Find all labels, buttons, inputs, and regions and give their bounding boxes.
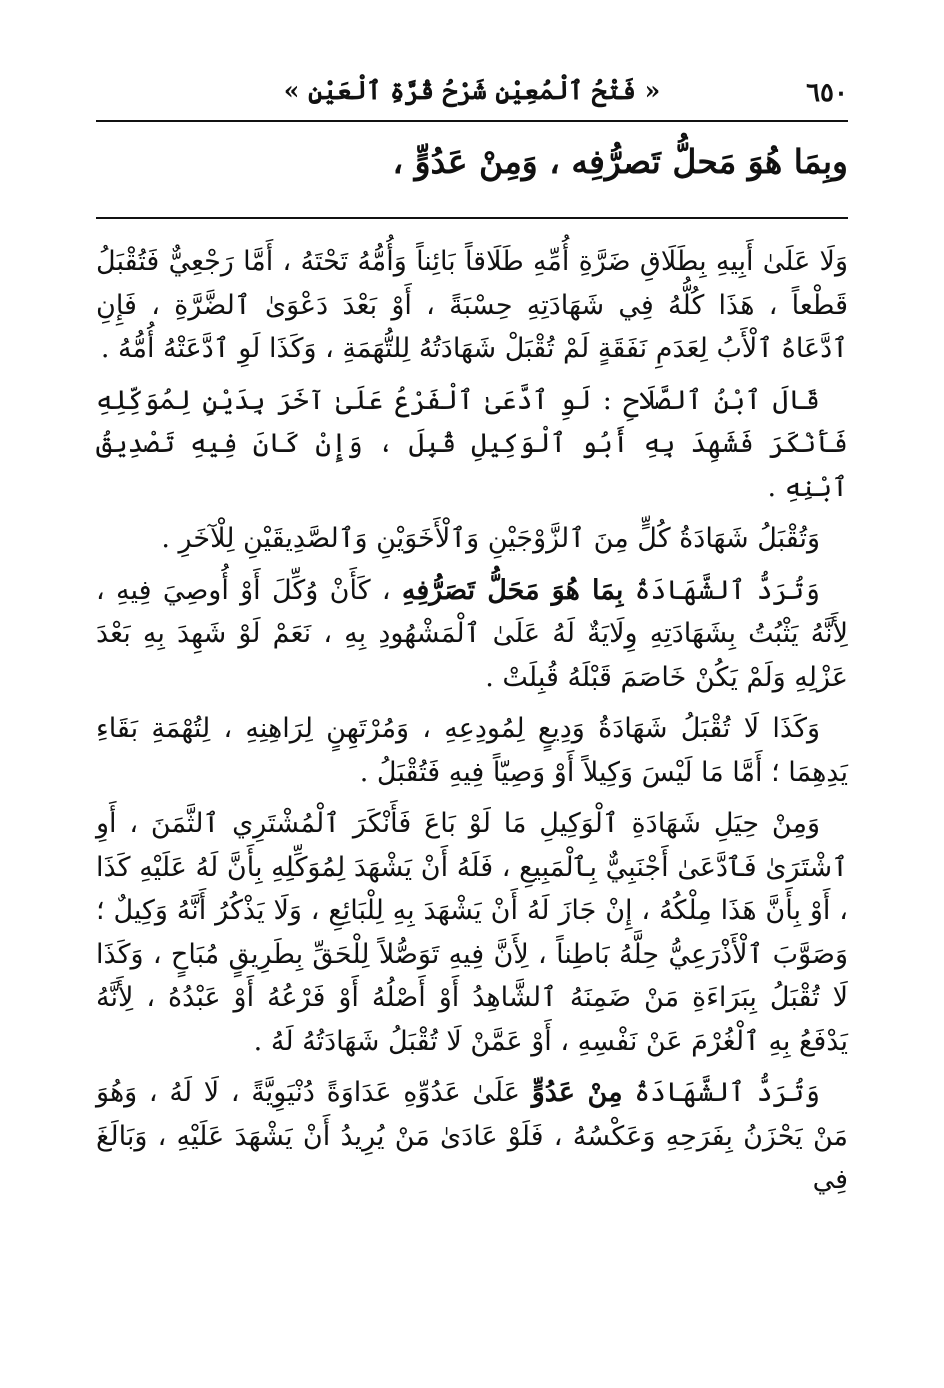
paragraph: [96, 802, 848, 1063]
book-title: « فَتْحُ ٱلْمُعِيْنِ شَرْحُ قُرَّةِ ٱلْعَيْنِ »: [283, 76, 661, 105]
paragraph-text: ، كَأَنْ وُكِّلَ أَوْ أُوصِيَ فِيهِ ، لِأَنَّهُ يَثْبُتُ بِشَهَادَتِهِ وِلَايَةٌ لَهُ عَلَىٰ ٱلْمَشْهُودِ بِهِ ، نَعَمْ لَوْ شَهِدَ بِهِ بَعْدَ عَزْلِهِ وَلَمْ يَكُنْ خَاصَمَ قَبْلَهُ قُبِلَتْ .: [96, 574, 848, 693]
paragraph: [96, 707, 848, 794]
paragraph: [96, 569, 848, 700]
page-number: ٦٥٠: [806, 78, 848, 108]
running-header: [96, 60, 848, 122]
matn-quote: بِمَا هُوَ مَحَلُّ تَصَرُّفِهِ: [401, 574, 624, 606]
matn-text: وبِمَا هُوَ مَحلُّ تَصرُّفِه ، وَمِنْ عَدُوٍّ ،: [392, 142, 848, 181]
paragraph: [96, 379, 848, 510]
paragraph: [96, 240, 848, 371]
paragraph-text: وَتُرَدُّ ٱلشَّهَادَةُ: [622, 1077, 820, 1108]
paragraph-text: وَلَا عَلَىٰ أَبِيهِ بِطَلَاقِ ضَرَّةِ أُمِّهِ طَلَاقاً بَائِناً وَأُمُّهُ تَحْتَهُ ، أَمَّا رَجْعِيٌّ فَتُقْبَلُ قَطْعاً ، هَذَا كُلُّهُ فِي شَهَادَتِهِ حِسْبَةً ، أَوْ بَعْدَ دَعْوَىٰ ٱلضَّرَّةِ ، فَإِنِ ٱدَّعَاهُ ٱلْأَبُ لِعَدَمِ نَفَقَةٍ لَمْ تُقْبَلْ شَهَادَتُهُ لِلتُّهَمَةِ ، وَكَذَا لَوِ ٱدَّعَتْهُ أُمُّهُ .: [96, 246, 848, 364]
matn-quote: مِنْ عَدُوٍّ: [531, 1077, 623, 1108]
separator-rule: [96, 217, 848, 219]
paragraph-text: عَلَىٰ عَدُوِّهِ عَدَاوَةً دُنْيَوِيَّةً ، لَا لَهُ ، وَهُوَ مَنْ يَحْزَنُ بِفَرَحِهِ وَعَكْسُهُ ، فَلَوْ عَادَىٰ مَنْ يُرِيدُ أَنْ يَشْهَدَ عَلَيْهِ ، وَبَالَغَ فِي: [96, 1077, 848, 1195]
paragraph: [96, 517, 848, 561]
paragraph-text: وَكَذَا لَا تُقْبَلُ شَهَادَةُ وَدِيعٍ لِمُودِعِهِ ، وَمُرْتَهِنٍ لِرَاهِنِهِ ، لِتُهْمَةِ بَقَاءِ يَدِهِمَا ؛ أَمَّا مَا لَيْسَ وَكِيلاً أَوْ وَصِيّاً فِيهِ فَتُقْبَلُ .: [96, 713, 848, 788]
paragraph: [96, 1071, 848, 1202]
commentary-body: [96, 240, 848, 1210]
paragraph-text: وَتُرَدُّ ٱلشَّهَادَةُ: [623, 574, 820, 606]
paragraph-text: قَالَ ٱبْنُ ٱلصَّلَاحِ : لَوِ ٱدَّعَىٰ ٱلْفَرْعُ عَلَىٰ آخَرَ بِدَيْنٍ لِمُوَكِّلِهِ فَأَنْكَرَ فَشَهِدَ بِهِ أَبُو ٱلْوَكِيلِ قُبِلَ ، وَإِنْ كَانَ فِيهِ تَصْدِيقُ ٱبْنِهِ .: [96, 384, 848, 503]
paragraph-text: وَتُقْبَلُ شَهَادَةُ كُلٍّ مِنَ ٱلزَّوْجَيْنِ وَٱلْأَخَوَيْنِ وَٱلصَّدِيقَيْنِ لِلْآخَرِ .: [161, 523, 820, 554]
paragraph-text: وَمِنْ حِيَلِ شَهَادَةِ ٱلْوَكِيلِ مَا لَوْ بَاعَ فَأَنْكَرَ ٱلْمُشْتَرِي ٱلثَّمَنَ ، أَوِ ٱشْتَرَىٰ فَٱدَّعَىٰ أَجْنَبِيٌّ بِٱلْمَبِيعِ ، فَلَهُ أَنْ يَشْهَدَ لِمُوَكِّلِهِ بِأَنَّ لَهُ عَلَيْهِ كَذَا ، أَوْ بِأَنَّ هَذَا مِلْكُهُ ، إِنْ جَازَ لَهُ أَنْ يَشْهَدَ بِهِ لِلْبَائِعِ ، وَلَا يَذْكُرُ أَنَّهُ وَكِيلٌ ؛ وَصَوَّبَ ٱلْأَذْرَعِيُّ حِلَّهُ بَاطِناً ، لِأَنَّ فِيهِ تَوَصُّلاً لِلْحَقِّ بِطَرِيقٍ مُبَاحٍ ، وَكَذَا لَا تُقْبَلُ بِبَرَاءَةِ مَنْ ضَمِنَهُ ٱلشَّاهِدُ أَوْ أَصْلُهُ أَوْ فَرْعُهُ أَوْ عَبْدُهُ ، لِأَنَّهُ يَدْفَعُ بِهِ ٱلْغُرْمَ عَنْ نَفْسِهِ ، أَوْ عَمَّنْ لَا تُقْبَلُ شَهَادَتُهُ لَهُ .: [96, 808, 848, 1057]
